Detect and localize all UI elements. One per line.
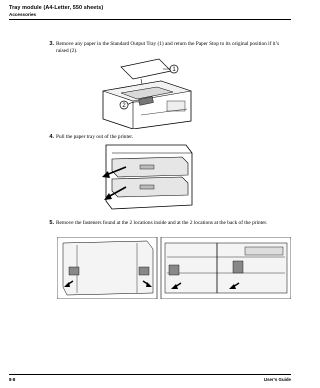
step-number: 4. (49, 134, 54, 140)
printer-output-tray-figure (91, 57, 201, 129)
footer-rule (9, 374, 291, 375)
guide-title: User’s Guide (263, 377, 291, 382)
document-header-title: Tray module (A4-Letter, 550 sheets) (9, 5, 104, 11)
step-text: Pull the paper tray out of the printer. (56, 134, 134, 140)
step-4 (49, 134, 288, 141)
callout-1-label: 1 (172, 67, 176, 74)
fastener-locations-figure (57, 237, 291, 299)
page-number: 8-8 (9, 377, 16, 382)
step-text: Remove any paper in the Standard Output Tray (1) and return the Paper Stop to its original position if it’s raised (2). (56, 41, 280, 54)
step-5 (49, 220, 288, 227)
callout-2-label: 2 (122, 103, 126, 110)
header-rule (9, 19, 291, 20)
step-text: Remove the fasteners found at the 2 locations inside and at the 2 locations at the back of the printer. (56, 220, 268, 226)
callout-2 (120, 101, 128, 109)
step-number: 5. (49, 220, 54, 226)
section-title: Accessories (9, 12, 37, 17)
paper-tray-pull-figure (96, 141, 196, 213)
step-number: 3. (49, 41, 54, 47)
step-3 (49, 41, 288, 54)
